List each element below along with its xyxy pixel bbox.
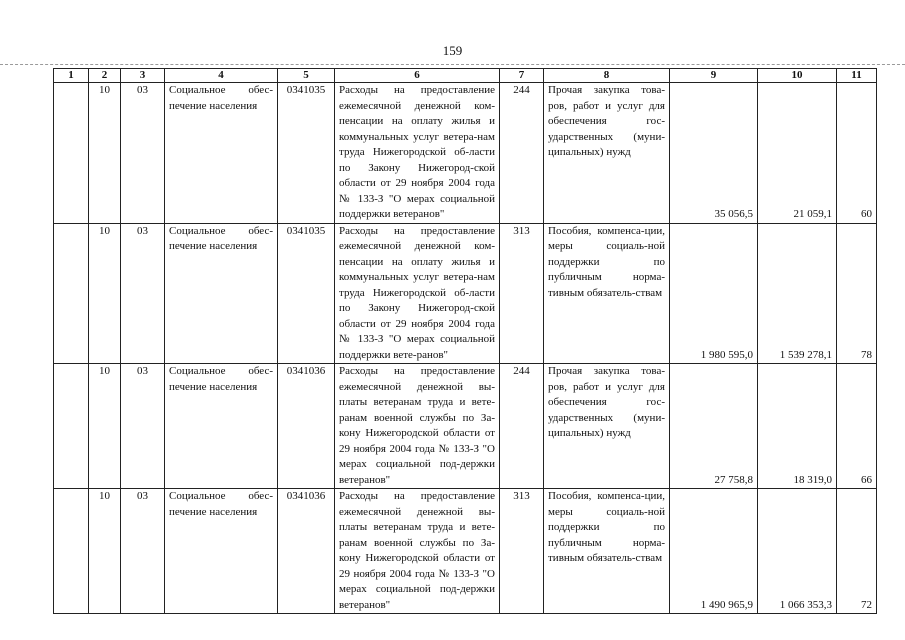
cell-percent: 78 <box>837 223 877 364</box>
cell-description: Расходы на предоставление ежемесячной денежной вы-платы ветеранам труда и вете-ранам военной службы по За-кону Нижегородской области от 29 ноября 2004 года № 133-З "О мерах социальной под-держки ветеранов" <box>335 489 500 614</box>
cell-description: Расходы на предоставление ежемесячной денежной вы-платы ветеранам труда и вете-ранам военной службы по За-кону Нижегородской области от 29 ноября 2004 года № 133-З "О мерах социальной под-держки ветеранов" <box>335 364 500 489</box>
cell-expense-code: 313 <box>500 489 544 614</box>
cell-col1 <box>54 364 89 489</box>
budget-table <box>53 68 877 614</box>
cell-section: 10 <box>89 223 121 364</box>
cell-expense-name: Прочая закупка това-ров, работ и услуг для обеспечения гос-ударственных (муни-ципальных) нужд <box>544 83 670 224</box>
cell-col1 <box>54 83 89 224</box>
cell-expense-code: 244 <box>500 364 544 489</box>
cell-target-code: 0341035 <box>278 223 335 364</box>
cell-percent: 66 <box>837 364 877 489</box>
cell-actual: 18 319,0 <box>758 364 837 489</box>
cell-description: Расходы на предоставление ежемесячной денежной ком-пенсации на оплату жилья и коммунальных услуг ветера-нам труда Нижегородской об-ласти по Закону Нижегород-ской области от 29 ноября 2004 года № 133-З "О мерах социальной поддержки ветеранов" <box>335 83 500 224</box>
cell-expense-code: 244 <box>500 83 544 224</box>
col-header-9: 9 <box>670 69 758 83</box>
cell-target-code: 0341036 <box>278 364 335 489</box>
cell-expense-name: Прочая закупка това-ров, работ и услуг для обеспечения гос-ударственных (муни-ципальных) нужд <box>544 364 670 489</box>
table-row <box>54 489 877 614</box>
cell-percent: 60 <box>837 83 877 224</box>
col-header-4: 4 <box>165 69 278 83</box>
col-header-1: 1 <box>54 69 89 83</box>
cell-expense-name: Пособия, компенса-ции, меры социаль-ной поддержки по публичным норма-тивным обязатель-ствам <box>544 223 670 364</box>
table-row <box>54 83 877 224</box>
table-row <box>54 223 877 364</box>
col-header-8: 8 <box>544 69 670 83</box>
cell-expense-name: Пособия, компенса-ции, меры социаль-ной поддержки по публичным норма-тивным обязатель-ствам <box>544 489 670 614</box>
cell-plan: 27 758,8 <box>670 364 758 489</box>
col-header-10: 10 <box>758 69 837 83</box>
table-header-row <box>54 69 877 83</box>
cell-section: 10 <box>89 364 121 489</box>
cell-target-code: 0341036 <box>278 489 335 614</box>
col-header-7: 7 <box>500 69 544 83</box>
col-header-2: 2 <box>89 69 121 83</box>
cell-section-name: Социальное обес-печение населения <box>165 83 278 224</box>
cell-actual: 21 059,1 <box>758 83 837 224</box>
cell-section-name: Социальное обес-печение населения <box>165 223 278 364</box>
col-header-3: 3 <box>121 69 165 83</box>
col-header-6: 6 <box>335 69 500 83</box>
cell-target-code: 0341035 <box>278 83 335 224</box>
cell-section: 10 <box>89 83 121 224</box>
cell-section-name: Социальное обес-печение населения <box>165 364 278 489</box>
cell-plan: 1 980 595,0 <box>670 223 758 364</box>
cell-section: 10 <box>89 489 121 614</box>
col-header-11: 11 <box>837 69 877 83</box>
table-row <box>54 364 877 489</box>
cell-subsection: 03 <box>121 489 165 614</box>
cell-actual: 1 066 353,3 <box>758 489 837 614</box>
cell-plan: 1 490 965,9 <box>670 489 758 614</box>
cell-actual: 1 539 278,1 <box>758 223 837 364</box>
cell-expense-code: 313 <box>500 223 544 364</box>
cell-subsection: 03 <box>121 223 165 364</box>
cell-subsection: 03 <box>121 83 165 224</box>
page-divider <box>0 64 905 65</box>
cell-col1 <box>54 489 89 614</box>
cell-percent: 72 <box>837 489 877 614</box>
cell-section-name: Социальное обес-печение населения <box>165 489 278 614</box>
cell-description: Расходы на предоставление ежемесячной денежной ком-пенсации на оплату жилья и коммунальных услуг ветера-нам труда Нижегородской об-ласти по Закону Нижегород-ской области от 29 ноября 2004 года № 133-З "О мерах социальной поддержки вете-ранов" <box>335 223 500 364</box>
page-number: 159 <box>442 43 463 58</box>
cell-col1 <box>54 223 89 364</box>
col-header-5: 5 <box>278 69 335 83</box>
cell-subsection: 03 <box>121 364 165 489</box>
cell-plan: 35 056,5 <box>670 83 758 224</box>
